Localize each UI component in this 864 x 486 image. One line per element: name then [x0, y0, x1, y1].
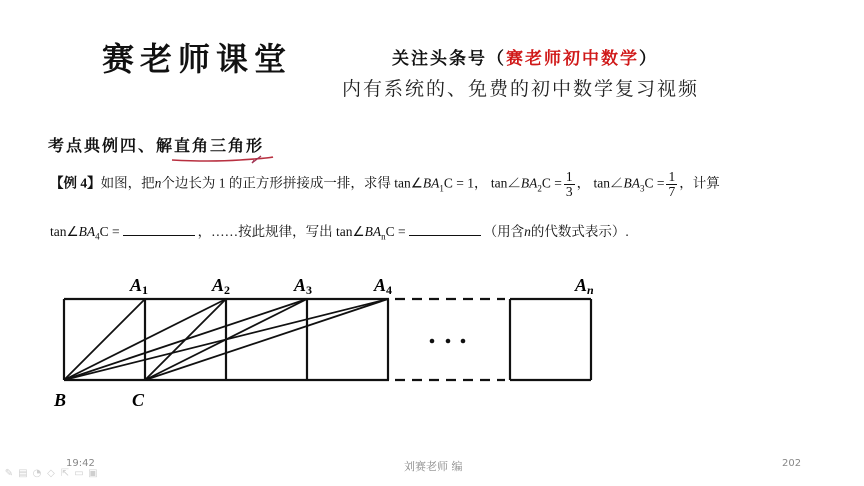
- squares-diagram: [0, 260, 864, 420]
- follow-account: 赛老师初中数学: [506, 49, 639, 69]
- example-tag: 【例 4】: [50, 175, 101, 191]
- ellipsis-dots: [430, 339, 466, 344]
- fraction-1-7: [666, 170, 677, 199]
- problem-text: ，计算: [679, 175, 720, 191]
- math-text: tan∠: [50, 224, 79, 239]
- pen-icon[interactable]: ✎: [4, 468, 14, 479]
- numerator: 1: [565, 169, 573, 184]
- label-A2: A2: [212, 275, 231, 297]
- follow-notice: [392, 44, 658, 69]
- var-n: n: [524, 224, 531, 239]
- folder-icon[interactable]: ▭: [74, 468, 84, 479]
- answer-blank-2[interactable]: [409, 223, 481, 236]
- problem-text: 个边长为 1 的正方形拼接成一排，求得 tan∠: [161, 175, 423, 191]
- label-C: C: [132, 390, 145, 410]
- math-sub: 2: [537, 183, 542, 194]
- math-var: BA: [520, 175, 538, 191]
- footer-author: 刘赛老师 编: [404, 460, 463, 473]
- math-text: C =: [541, 175, 562, 191]
- problem-text: 如图，把: [100, 175, 155, 191]
- subtitle: 内有系统的、免费的初中数学复习视频: [342, 78, 700, 100]
- label-A1: A1: [130, 275, 149, 297]
- math-sub: 3: [639, 183, 645, 194]
- math-sub: 1: [439, 183, 444, 194]
- screen-icon[interactable]: ▣: [88, 468, 98, 479]
- problem-text: ，……按此规律，写出 tan∠: [197, 224, 365, 239]
- cursor-icon[interactable]: ⇱: [60, 468, 70, 479]
- label-An: An: [575, 275, 594, 297]
- math-text: C =: [385, 224, 406, 239]
- pen-cursor-icon: [250, 153, 264, 165]
- math-text: ， tan∠: [576, 175, 624, 191]
- math-var: BA: [78, 224, 96, 239]
- dashed-connector: [395, 299, 505, 380]
- denominator: 3: [565, 184, 573, 199]
- problem-text: （用含: [483, 224, 525, 239]
- label-B: B: [54, 390, 67, 410]
- fraction-1-3: [564, 170, 575, 199]
- math-var: BA: [623, 175, 640, 191]
- problem-line-2: [50, 220, 629, 242]
- math-text: C =: [99, 224, 120, 239]
- follow-prefix: 关注头条号（: [392, 49, 506, 69]
- math-text: C =: [644, 175, 665, 191]
- numerator: 1: [668, 169, 676, 184]
- label-A3: A3: [294, 275, 313, 297]
- math-sub: n: [381, 231, 386, 242]
- denominator: 7: [668, 184, 676, 199]
- presentation-toolbar: [4, 469, 98, 479]
- eraser-icon[interactable]: ◇: [47, 468, 55, 479]
- math-sub: 4: [95, 231, 100, 242]
- footer-time: 19:42: [66, 458, 95, 469]
- brand-title: 赛老师课堂: [102, 40, 293, 78]
- follow-suffix: ）: [639, 49, 658, 69]
- page-number: 202: [782, 458, 802, 469]
- var-n: n: [154, 175, 162, 191]
- math-var: BA: [364, 224, 382, 239]
- problem-text: 的代数式表示）.: [530, 224, 629, 239]
- pointer-circle-icon[interactable]: ◔: [32, 468, 42, 479]
- answer-blank-1[interactable]: [123, 223, 195, 236]
- math-var: BA: [422, 175, 440, 191]
- slides-icon[interactable]: ▤: [18, 468, 28, 479]
- math-text: C = 1， tan∠: [443, 175, 521, 191]
- section-title: 考点典例四、解直角三角形: [48, 136, 265, 155]
- problem-line-1: [50, 170, 720, 199]
- label-A4: A4: [374, 275, 393, 297]
